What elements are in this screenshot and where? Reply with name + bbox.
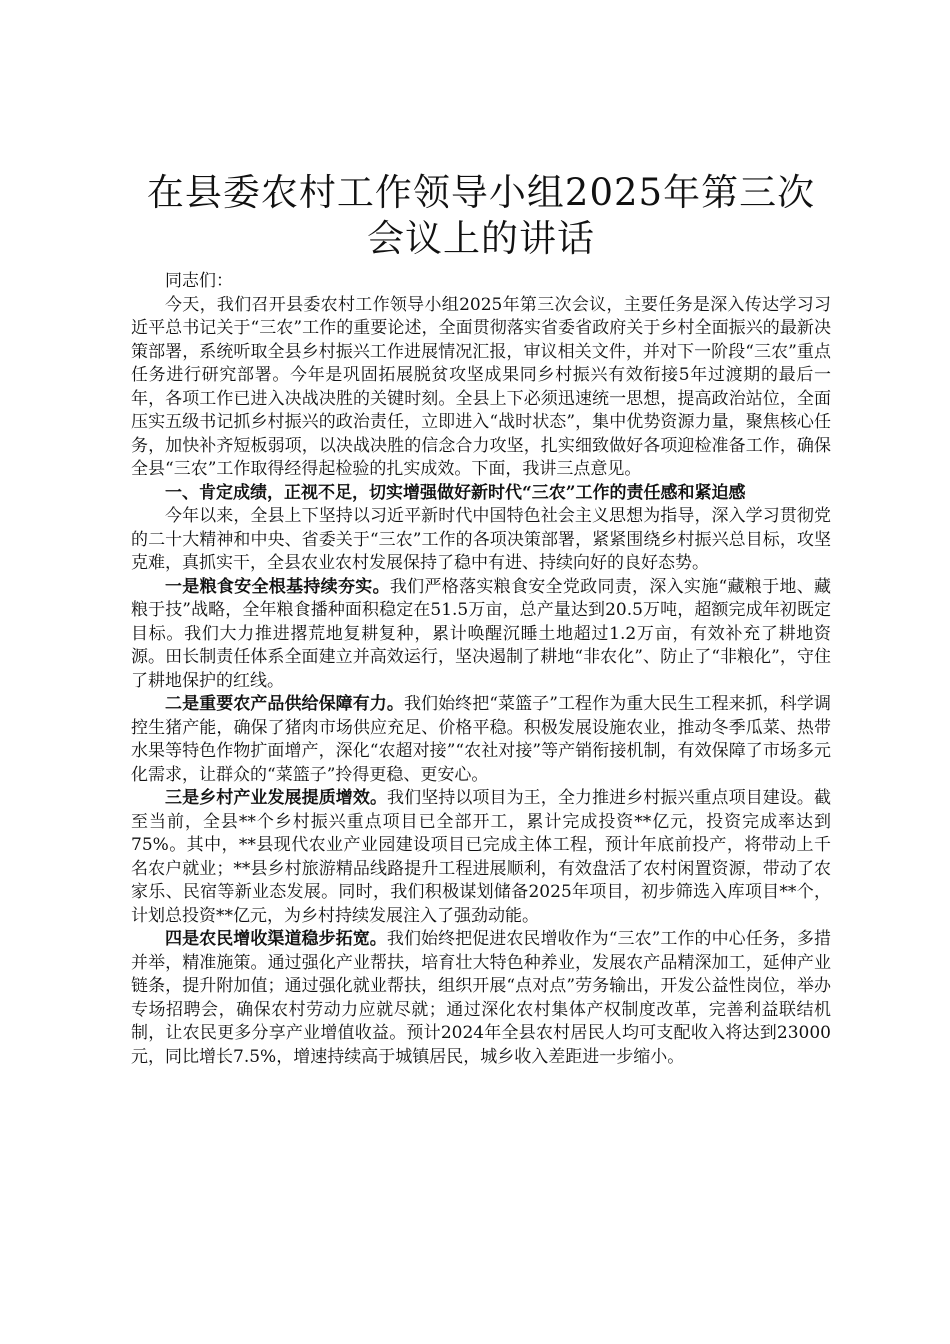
point-paragraph-3	[131, 787, 831, 928]
point-paragraph-2	[131, 693, 831, 787]
document-body	[131, 270, 831, 1069]
point-lead: 一是粮食安全根基持续夯实。	[165, 576, 390, 597]
document-title: 在县委农村工作领导小组2025年第三次会议上的讲话	[146, 171, 816, 260]
point-text: 我们坚持以项目为王，全力推进乡村振兴重点项目建设。截至当前，全县**个乡村振兴重点项目已全部开工，累计完成投资**亿元，投资完成率达到75%。其中，**县现代农业产业园建设项目已完成主体工程，预计年底前投产，将带动上千名农户就业；**县乡村旅游精品线路提升工程进展顺利，有效盘活了农村闲置资源，带动了农家乐、民宿等新业态发展。同时，我们积极谋划储备2025年项目，初步筛选入库项目**个，计划总投资**亿元，为乡村持续发展注入了强劲动能。	[131, 788, 832, 926]
point-paragraph-1	[131, 576, 831, 694]
document-page	[131, 170, 831, 1069]
section-intro-paragraph: 今年以来，全县上下坚持以习近平新时代中国特色社会主义思想为指导，深入学习贯彻党的二十大精神和中央、省委关于“三农”工作的各项决策部署，紧紧围绕乡村振兴总目标，攻坚克难，真抓实干，全县农业农村发展保持了稳中有进、持续向好的良好态势。	[131, 506, 831, 573]
section-heading: 一、肯定成绩，正视不足，切实增强做好新时代“三农”工作的责任感和紧迫感	[165, 482, 746, 503]
point-text: 我们始终把“菜篮子”工程作为重大民生工程来抓，科学调控生猪产能，确保了猪肉市场供应充足、价格平稳。积极发展设施农业，推动冬季瓜菜、热带水果等特色作物扩面增产，深化“农超对接”“农社对接”等产销衔接机制，有效保障了市场多元化需求，让群众的“菜篮子”拎得更稳、更安心。	[131, 694, 831, 785]
point-text: 我们始终把促进农民增收作为“三农”工作的中心任务，多措并举，精准施策。通过强化产业帮扶，培育壮大特色种养业，发展农产品精深加工，延伸产业链条，提升附加值；通过强化就业帮扶，组织开展“点对点”劳务输出，开发公益性岗位，举办专场招聘会，确保农村劳动力应就尽就；通过深化农村集体产权制度改革，完善利益联结机制，让农民更多分享产业增值收益。预计2024年全县农村居民人均可支配收入将达到23000元，同比增长7.5%，增速持续高于城镇居民，城乡收入差距进一步缩小。	[131, 929, 831, 1067]
point-lead: 四是农民增收渠道稳步拓宽。	[165, 929, 387, 949]
point-lead: 三是乡村产业发展提质增效。	[165, 788, 388, 808]
point-text: 我们严格落实粮食安全党政同责，深入实施“藏粮于地、藏粮于技”战略，全年粮食播种面积稳定在51.5万亩，总产量达到20.5万吨，超额完成年初既定目标。我们大力推进撂荒地复耕复种，累计唤醒沉睡土地超过1.2万亩，有效补充了耕地资源。田长制责任体系全面建立并高效运行，坚决遏制了耕地“非农化”、防止了“非粮化”，守住了耕地保护的红线。	[131, 576, 831, 691]
point-paragraph-4	[131, 928, 831, 1069]
point-lead: 二是重要农产品供给保障有力。	[165, 694, 404, 714]
salutation: 同志们：	[165, 271, 233, 291]
intro-paragraph: 今天，我们召开县委农村工作领导小组2025年第三次会议，主要任务是深入传达学习习近平总书记关于“三农”工作的重要论述，全面贯彻落实省委省政府关于乡村全面振兴的最新决策部署，系统听取全县乡村振兴工作进展情况汇报，审议相关文件，并对下一阶段“三农”重点任务进行研究部署。今年是巩固拓展脱贫攻坚成果同乡村振兴有效衔接5年过渡期的最后一年，各项工作已进入决战决胜的关键时刻。全县上下必须迅速统一思想，提高政治站位，全面压实五级书记抓乡村振兴的政治责任，立即进入“战时状态”，集中优势资源力量，聚焦核心任务，加快补齐短板弱项，以决战决胜的信念合力攻坚，扎实细致做好各项迎检准备工作，确保全县“三农”工作取得经得起检验的扎实成效。下面，我讲三点意见。	[131, 294, 831, 479]
